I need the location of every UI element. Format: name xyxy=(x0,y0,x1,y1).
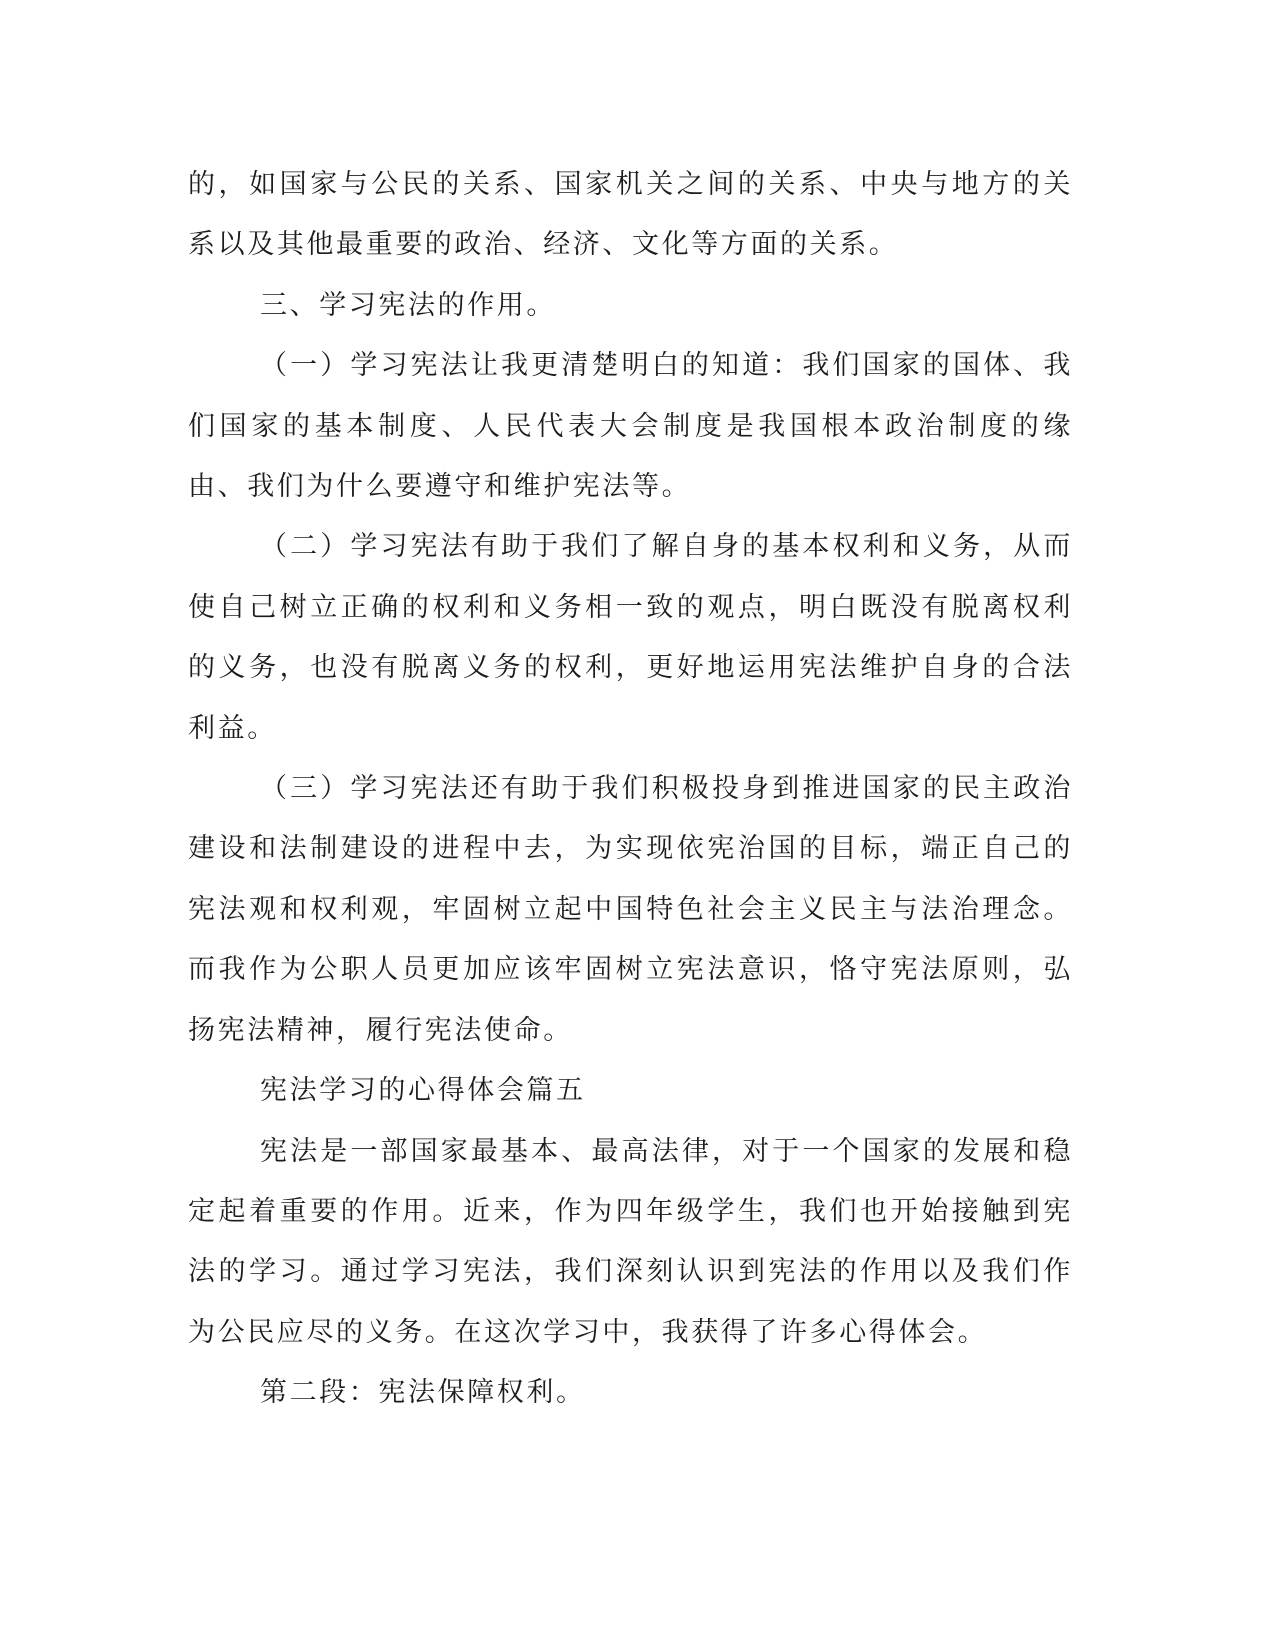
paragraph-point-1: （一）学习宪法让我更清楚明白的知道：我们国家的国体、我们国家的基本制度、人民代表大会制度是我国根本政治制度的缘由、我们为什么要遵守和维护宪法等。 xyxy=(188,350,1073,503)
paragraph-intro: 宪法是一部国家最基本、最高法律，对于一个国家的发展和稳定起着重要的作用。近来，作为四年级学生，我们也开始接触到宪法的学习。通过学习宪法，我们深刻认识到宪法的作用以及我们作为公民应尽的义务。在这次学习中，我获得了许多心得体会。 xyxy=(188,1135,1073,1348)
paragraph-point-3: （三）学习宪法还有助于我们积极投身到推进国家的民主政治建设和法制建设的进程中去，为实现依宪治国的目标，端正自己的宪法观和权利观，牢固树立起中国特色社会主义民主与法治理念。而我作为公职人员更加应该牢固树立宪法意识，恪守宪法原则，弘扬宪法精神，履行宪法使命。 xyxy=(188,773,1073,1046)
section-heading-2: 第二段：宪法保障权利。 xyxy=(260,1377,586,1409)
document-body xyxy=(188,155,1073,1424)
paragraph-point-2: （二）学习宪法有助于我们了解自身的基本权利和义务，从而使自己树立正确的权利和义务相一致的观点，明白既没有脱离权利的义务，也没有脱离义务的权利，更好地运用宪法维护自身的合法利益。 xyxy=(188,531,1073,744)
section-heading-3: 三、学习宪法的作用。 xyxy=(260,289,556,321)
article-title-part-5: 宪法学习的心得体会篇五 xyxy=(260,1075,586,1107)
paragraph-continuation: 的，如国家与公民的关系、国家机关之间的关系、中央与地方的关系以及其他最重要的政治、经济、文化等方面的关系。 xyxy=(188,169,1073,261)
